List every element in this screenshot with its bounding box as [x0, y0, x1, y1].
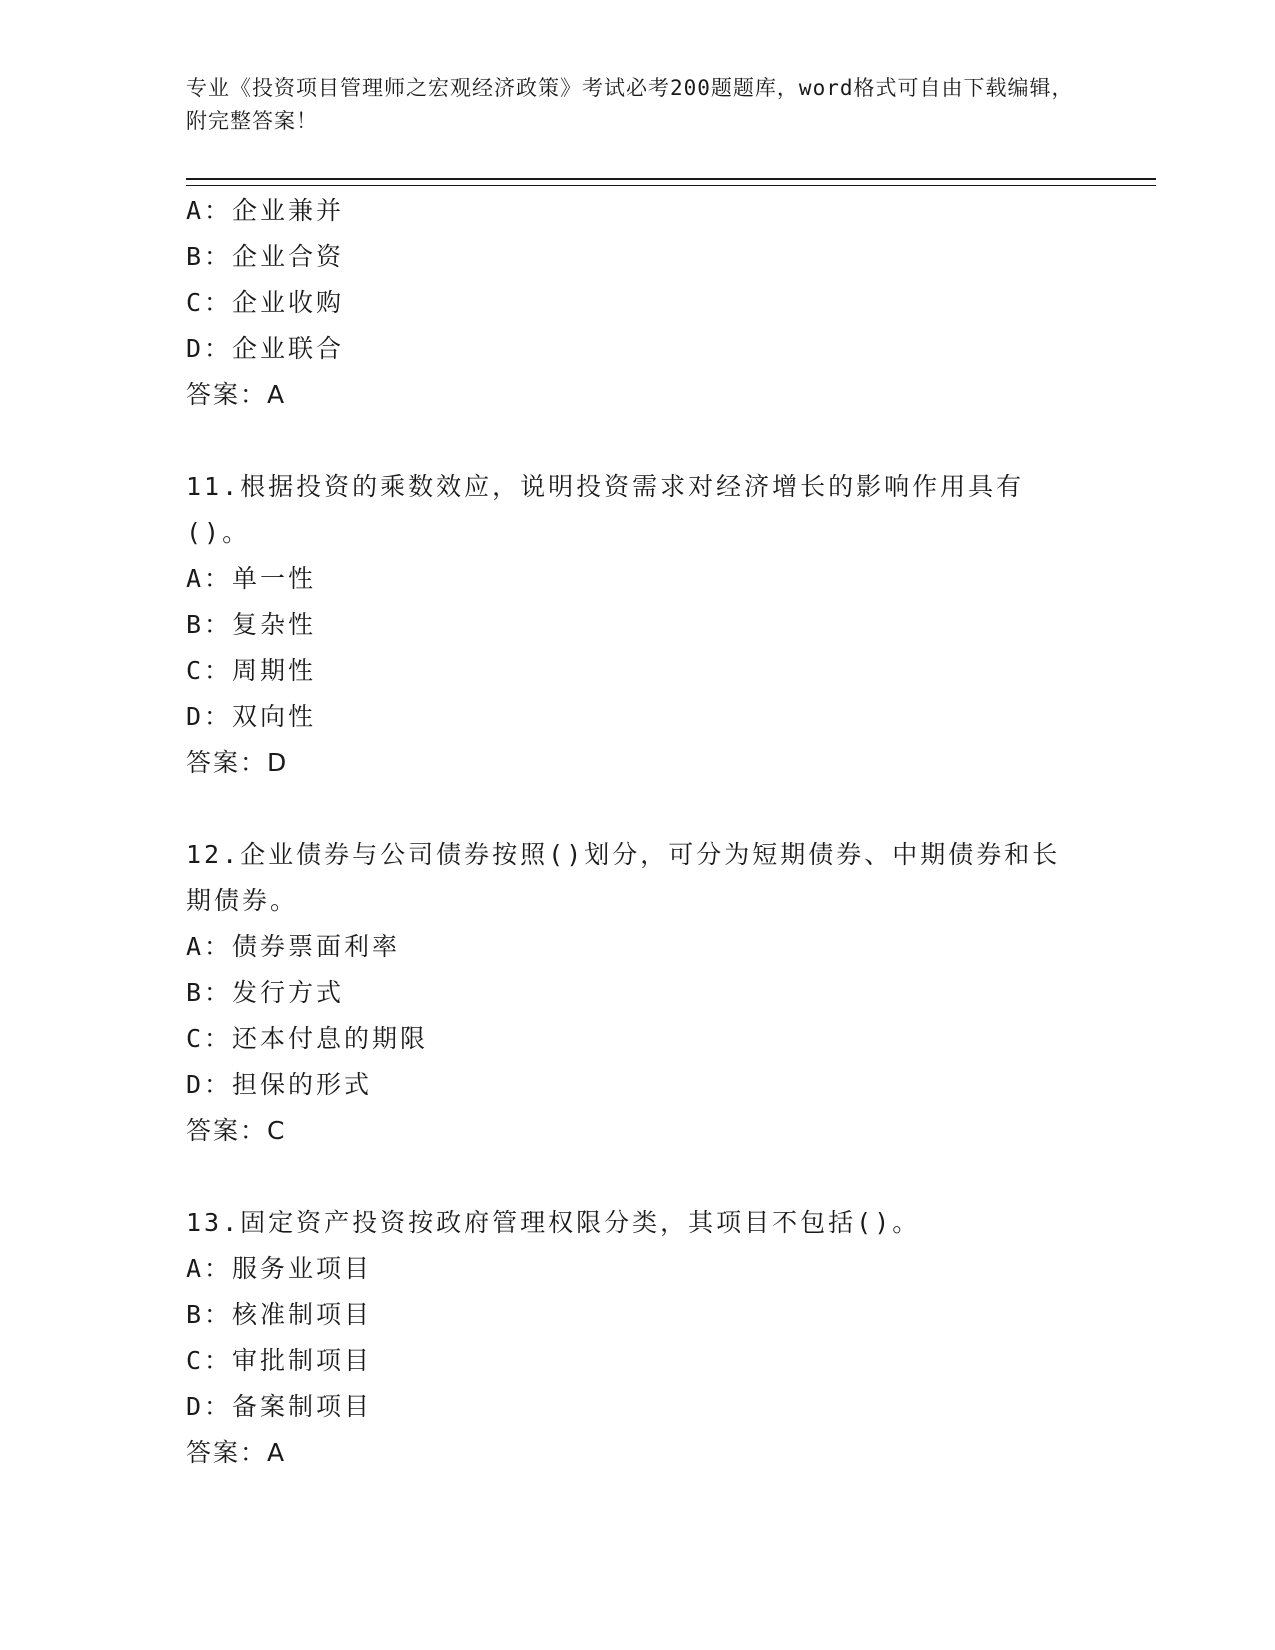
option-c: C：还本付息的期限: [186, 1024, 429, 1053]
option-a: A：单一性: [186, 564, 317, 593]
answer-line: 答案：A: [186, 1438, 287, 1467]
option-c: C：周期性: [186, 656, 317, 685]
question-block-12: [186, 832, 1066, 1154]
option-d: D：企业联合: [186, 334, 345, 363]
option-a: A：债券票面利率: [186, 932, 401, 961]
answer-line: 答案：D: [186, 748, 289, 777]
option-b: B：发行方式: [186, 978, 345, 1007]
question-block-13: [186, 1200, 1066, 1476]
option-b: B：复杂性: [186, 610, 317, 639]
option-b: B：企业合资: [186, 242, 345, 271]
option-a: A：企业兼并: [186, 196, 345, 225]
option-d: D：担保的形式: [186, 1070, 373, 1099]
answer-line: 答案：A: [186, 380, 287, 409]
answer-line: 答案：C: [186, 1116, 287, 1145]
document-header: 专业《投资项目管理师之宏观经济政策》考试必考200题题库，word格式可自由下载编辑，附完整答案！: [186, 76, 1074, 133]
question-list: [186, 188, 1066, 1476]
question-block-11: [186, 464, 1066, 786]
spacer: [186, 786, 1066, 832]
spacer: [186, 1154, 1066, 1200]
option-d: D：双向性: [186, 702, 317, 731]
option-b: B：核准制项目: [186, 1300, 373, 1329]
option-c: C：企业收购: [186, 288, 345, 317]
option-a: A：服务业项目: [186, 1254, 373, 1283]
spacer: [186, 418, 1066, 464]
question-text: 12.企业债券与公司债券按照()划分，可分为短期债券、中期债券和长期债券。: [186, 840, 1061, 915]
header-divider: [186, 178, 1156, 186]
option-d: D：备案制项目: [186, 1392, 373, 1421]
option-c: C：审批制项目: [186, 1346, 373, 1375]
question-text: 13.固定资产投资按政府管理权限分类，其项目不包括()。: [186, 1208, 921, 1237]
question-text: 11.根据投资的乘数效应，说明投资需求对经济增长的影响作用具有()。: [186, 472, 1025, 547]
prev-question-block: [186, 188, 1066, 418]
